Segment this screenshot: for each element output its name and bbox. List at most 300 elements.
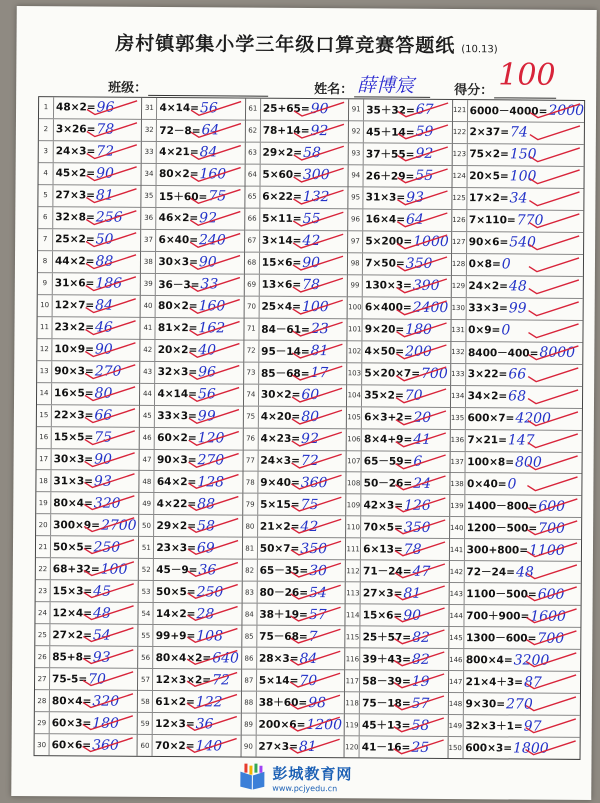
handwritten-answer: 55 bbox=[302, 211, 321, 228]
question-text: 6000－4000= bbox=[469, 105, 548, 118]
handwritten-answer: 84 bbox=[199, 144, 218, 161]
handwritten-answer: 60 bbox=[301, 387, 320, 404]
handwritten-answer: 122 bbox=[195, 693, 223, 711]
check-mark-icon bbox=[290, 430, 344, 446]
question-text: 13×6= bbox=[261, 278, 302, 292]
handwritten-answer: 58 bbox=[197, 518, 215, 535]
handwritten-answer: 24 bbox=[413, 475, 432, 492]
question-cell bbox=[261, 121, 349, 143]
question-number: 3 bbox=[39, 141, 54, 162]
question-row bbox=[346, 539, 449, 562]
question-column bbox=[345, 99, 453, 758]
check-mark-icon bbox=[84, 297, 138, 313]
handwritten-answer: 90 bbox=[198, 254, 217, 271]
question-cell bbox=[257, 604, 345, 626]
question-row bbox=[35, 602, 138, 625]
question-text: 65－35= bbox=[259, 565, 309, 578]
question-text: 1100－500= bbox=[466, 588, 537, 601]
question-row bbox=[141, 252, 244, 275]
question-text: 80×4= bbox=[53, 497, 93, 510]
question-row bbox=[449, 583, 581, 606]
question-cell bbox=[155, 471, 243, 493]
question-cell bbox=[258, 494, 346, 516]
handwritten-answer: 70 bbox=[88, 671, 107, 688]
question-row bbox=[345, 649, 448, 672]
handwritten-answer: 92 bbox=[301, 430, 319, 448]
question-row bbox=[141, 296, 244, 319]
question-row bbox=[449, 627, 581, 650]
check-mark-icon bbox=[186, 540, 240, 556]
question-cell bbox=[154, 603, 242, 625]
question-row bbox=[244, 362, 347, 385]
question-text: 90×6= bbox=[468, 236, 509, 249]
handwritten-answer: 81 bbox=[298, 738, 317, 755]
question-text: 85－68= bbox=[260, 367, 310, 380]
question-number: 137 bbox=[450, 452, 465, 473]
check-mark-icon bbox=[393, 475, 447, 491]
question-cell bbox=[362, 473, 450, 495]
question-number: 64 bbox=[245, 164, 260, 185]
handwritten-answer: 240 bbox=[198, 232, 226, 249]
question-row bbox=[35, 624, 138, 647]
handwritten-answer: 87 bbox=[523, 674, 542, 691]
question-number: 49 bbox=[140, 493, 155, 514]
handwritten-answer: 72 bbox=[96, 143, 115, 161]
question-cell bbox=[362, 385, 450, 407]
question-cell bbox=[362, 429, 450, 451]
question-cell bbox=[465, 408, 582, 430]
question-row bbox=[245, 208, 348, 231]
question-number: 22 bbox=[36, 558, 51, 579]
question-number: 43 bbox=[141, 361, 156, 382]
question-text: 75-5= bbox=[52, 672, 88, 686]
check-mark-icon bbox=[185, 627, 239, 643]
question-number: 10 bbox=[38, 295, 53, 316]
question-row bbox=[347, 363, 450, 386]
check-mark-icon bbox=[290, 408, 344, 424]
check-mark-icon bbox=[527, 234, 581, 250]
question-text: 80×2= bbox=[158, 168, 199, 181]
question-cell bbox=[52, 449, 140, 471]
question-number: 92 bbox=[349, 121, 364, 142]
handwritten-answer: 350 bbox=[300, 540, 328, 558]
check-mark-icon bbox=[289, 606, 343, 622]
check-mark-icon bbox=[392, 673, 446, 689]
handwritten-answer: 0 bbox=[501, 256, 511, 273]
question-number: 4 bbox=[39, 163, 54, 184]
question-row bbox=[142, 142, 245, 165]
question-row bbox=[36, 558, 139, 581]
question-cell bbox=[154, 515, 242, 537]
question-number: 52 bbox=[139, 559, 154, 580]
check-mark-icon bbox=[85, 165, 139, 181]
question-number: 24 bbox=[35, 602, 50, 623]
question-text: 41－16= bbox=[361, 741, 411, 754]
question-cell bbox=[361, 627, 449, 649]
question-cell bbox=[260, 252, 348, 274]
question-cell bbox=[154, 625, 242, 647]
question-row bbox=[39, 119, 142, 142]
check-mark-icon bbox=[186, 518, 240, 534]
question-text: 12×3= bbox=[155, 717, 195, 730]
question-number: 133 bbox=[451, 364, 466, 385]
check-mark-icon bbox=[81, 671, 135, 687]
question-cell bbox=[465, 430, 582, 452]
handwritten-answer: 34 bbox=[509, 190, 528, 207]
question-text: 21×2= bbox=[259, 520, 300, 533]
check-mark-icon bbox=[186, 474, 240, 490]
question-text: 90×3= bbox=[54, 365, 94, 378]
question-number: 115 bbox=[346, 627, 361, 648]
handwritten-answer: 270 bbox=[197, 452, 225, 469]
question-text: 6×13= bbox=[363, 543, 403, 556]
check-mark-icon bbox=[85, 121, 139, 137]
question-row bbox=[36, 515, 139, 538]
handwritten-answer: 58 bbox=[303, 145, 321, 162]
question-cell bbox=[466, 276, 583, 298]
handwritten-answer: 80 bbox=[94, 385, 113, 402]
question-cell bbox=[50, 624, 138, 646]
question-cell bbox=[362, 451, 450, 473]
question-text: 24×3= bbox=[55, 145, 96, 158]
question-row bbox=[37, 339, 140, 362]
handwritten-answer: 100 bbox=[100, 561, 128, 578]
question-number: 76 bbox=[243, 428, 258, 449]
question-cell bbox=[53, 251, 141, 273]
question-text: 22×3= bbox=[53, 409, 94, 422]
handwritten-answer: 54 bbox=[92, 627, 111, 644]
check-mark-icon bbox=[84, 363, 138, 379]
question-cell bbox=[257, 670, 345, 692]
question-row bbox=[38, 229, 141, 252]
check-mark-icon bbox=[83, 429, 137, 445]
handwritten-answer: 47 bbox=[412, 563, 431, 580]
question-cell bbox=[465, 474, 582, 496]
handwritten-answer: 128 bbox=[197, 474, 225, 491]
check-mark-icon bbox=[393, 519, 447, 535]
question-cell bbox=[464, 583, 581, 605]
question-row bbox=[138, 713, 241, 736]
question-cell bbox=[362, 363, 450, 385]
question-text: 200×6= bbox=[258, 718, 306, 731]
question-cell bbox=[465, 496, 582, 518]
question-row bbox=[245, 274, 348, 297]
question-number: 35 bbox=[142, 186, 157, 207]
question-row bbox=[450, 495, 582, 518]
handwritten-answer: 78 bbox=[403, 541, 422, 558]
question-cell bbox=[256, 714, 344, 736]
question-text: 27×3= bbox=[55, 189, 95, 202]
question-row bbox=[36, 471, 139, 494]
question-text: 600×7= bbox=[467, 412, 515, 425]
check-mark-icon bbox=[82, 561, 136, 577]
question-row bbox=[140, 427, 243, 450]
handwritten-answer: 100 bbox=[301, 299, 329, 316]
question-row bbox=[138, 735, 241, 757]
question-cell bbox=[258, 472, 346, 494]
question-text: 12×4= bbox=[52, 607, 93, 620]
check-mark-icon bbox=[186, 496, 240, 512]
question-cell bbox=[52, 339, 140, 361]
question-cell bbox=[153, 669, 241, 691]
question-number: 33 bbox=[142, 142, 157, 163]
handwritten-answer: 800 bbox=[514, 454, 542, 471]
question-cell bbox=[51, 537, 139, 559]
question-text: 1200－500= bbox=[466, 522, 538, 536]
question-number: 96 bbox=[348, 209, 363, 230]
question-text: 16×5= bbox=[54, 387, 94, 400]
handwritten-answer: 90 bbox=[302, 255, 321, 272]
question-number: 95 bbox=[349, 187, 364, 208]
question-number: 36 bbox=[142, 208, 157, 229]
question-number: 126 bbox=[452, 210, 467, 231]
question-number: 99 bbox=[348, 275, 363, 296]
question-text: 8×4+9= bbox=[363, 433, 413, 446]
question-row bbox=[138, 669, 241, 692]
question-cell bbox=[157, 142, 245, 164]
question-row bbox=[139, 625, 242, 648]
handwritten-answer: 180 bbox=[405, 321, 433, 339]
check-mark-icon bbox=[291, 343, 345, 359]
question-number: 29 bbox=[35, 712, 50, 733]
check-mark-icon bbox=[392, 563, 446, 579]
question-row bbox=[141, 318, 244, 341]
question-text: 65－59= bbox=[363, 455, 413, 469]
question-row bbox=[38, 185, 141, 208]
question-row bbox=[36, 537, 139, 560]
check-mark-icon bbox=[84, 319, 138, 335]
question-row bbox=[345, 714, 448, 737]
check-mark-icon bbox=[291, 277, 345, 293]
question-text: 12×7= bbox=[54, 299, 95, 312]
question-number: 11 bbox=[37, 317, 52, 338]
check-mark-icon bbox=[394, 343, 448, 359]
question-text: 32×3= bbox=[157, 366, 198, 379]
handwritten-answer: 0 bbox=[507, 476, 517, 493]
question-text: 30×3= bbox=[158, 256, 198, 269]
check-mark-icon bbox=[394, 321, 448, 337]
question-cell bbox=[54, 97, 142, 119]
check-mark-icon bbox=[184, 737, 238, 753]
question-cell bbox=[50, 734, 138, 756]
question-row bbox=[448, 693, 580, 716]
check-mark-icon bbox=[395, 233, 449, 249]
score-label: 得分： bbox=[454, 83, 494, 99]
question-row bbox=[38, 251, 141, 274]
question-number: 59 bbox=[138, 713, 153, 734]
question-row bbox=[142, 164, 245, 187]
question-row bbox=[346, 583, 449, 606]
question-cell bbox=[463, 737, 580, 759]
question-cell bbox=[363, 275, 451, 297]
check-mark-icon bbox=[288, 650, 342, 666]
handwritten-answer: 770 bbox=[516, 212, 544, 229]
question-cell bbox=[468, 100, 585, 122]
question-number: 85 bbox=[242, 626, 257, 647]
question-row bbox=[349, 187, 452, 210]
question-number: 57 bbox=[138, 669, 153, 690]
question-cell bbox=[465, 518, 582, 540]
question-row bbox=[35, 646, 138, 669]
question-text: 20×5= bbox=[469, 170, 509, 183]
question-number: 94 bbox=[349, 165, 364, 186]
check-mark-icon bbox=[82, 649, 136, 665]
question-text: 5×11= bbox=[262, 213, 302, 226]
question-row bbox=[452, 122, 584, 145]
question-number: 42 bbox=[141, 340, 156, 361]
question-row bbox=[243, 494, 346, 517]
question-cell bbox=[156, 362, 244, 384]
check-mark-icon bbox=[85, 209, 139, 225]
handwritten-answer: 250 bbox=[93, 539, 121, 556]
question-row bbox=[39, 163, 142, 186]
question-text: 84－61= bbox=[261, 323, 310, 336]
question-text: 29×2= bbox=[262, 147, 303, 160]
question-number: 60 bbox=[138, 735, 153, 756]
handwritten-answer: 8000 bbox=[539, 344, 576, 362]
question-number: 116 bbox=[345, 649, 360, 670]
question-number: 136 bbox=[450, 430, 465, 451]
handwritten-answer: 97 bbox=[523, 718, 542, 735]
question-cell bbox=[154, 647, 242, 669]
question-text: 6×400= bbox=[364, 301, 412, 314]
check-mark-icon bbox=[524, 740, 578, 756]
handwritten-answer: 64 bbox=[405, 212, 424, 229]
question-cell bbox=[363, 319, 451, 341]
check-mark-icon bbox=[82, 539, 136, 555]
check-mark-icon bbox=[83, 385, 137, 401]
question-cell bbox=[53, 229, 141, 251]
question-row bbox=[242, 692, 345, 715]
question-row bbox=[452, 210, 584, 233]
question-row bbox=[37, 449, 140, 472]
question-row bbox=[450, 517, 582, 540]
question-text: 60×2= bbox=[157, 431, 197, 445]
handwritten-answer: 30 bbox=[309, 562, 328, 579]
question-cell bbox=[466, 298, 583, 320]
question-number: 111 bbox=[346, 539, 361, 560]
handwritten-answer: 75 bbox=[300, 496, 319, 514]
handwritten-answer: 180 bbox=[92, 715, 120, 732]
question-cell bbox=[467, 166, 584, 188]
question-row bbox=[139, 537, 242, 560]
question-number: 106 bbox=[347, 429, 362, 450]
handwritten-answer: 55 bbox=[415, 168, 434, 185]
question-number: 44 bbox=[140, 383, 155, 404]
question-number: 127 bbox=[452, 232, 467, 253]
question-cell bbox=[155, 493, 243, 515]
question-text: 31×3= bbox=[365, 191, 406, 205]
question-number: 108 bbox=[347, 473, 362, 494]
question-cell bbox=[157, 98, 245, 120]
handwritten-answer: 360 bbox=[300, 474, 328, 492]
handwritten-answer: 700 bbox=[537, 630, 565, 647]
question-cell bbox=[467, 232, 584, 254]
question-grid bbox=[34, 96, 586, 760]
check-mark-icon bbox=[291, 321, 345, 337]
check-mark-icon bbox=[82, 517, 136, 533]
question-number: 17 bbox=[37, 449, 52, 470]
question-cell bbox=[362, 407, 450, 429]
check-mark-icon bbox=[291, 299, 345, 315]
question-cell bbox=[54, 119, 142, 141]
check-mark-icon bbox=[524, 630, 578, 646]
check-mark-icon bbox=[527, 256, 581, 272]
handwritten-answer: 600 bbox=[537, 586, 565, 603]
handwritten-answer: 81 bbox=[310, 343, 329, 360]
question-cell bbox=[257, 692, 345, 714]
question-cell bbox=[157, 208, 245, 230]
question-cell bbox=[361, 583, 449, 605]
question-row bbox=[347, 451, 450, 474]
check-mark-icon bbox=[187, 320, 241, 336]
question-cell bbox=[464, 561, 581, 583]
handwritten-answer: 108 bbox=[196, 627, 224, 645]
question-text: 15×6= bbox=[261, 256, 302, 270]
handwritten-answer: 2700 bbox=[100, 517, 137, 534]
question-row bbox=[347, 341, 450, 364]
handwritten-answer: 45 bbox=[93, 583, 112, 600]
question-cell bbox=[155, 406, 243, 428]
question-text: 70×5= bbox=[363, 521, 403, 534]
check-mark-icon bbox=[528, 125, 582, 141]
question-cell bbox=[361, 495, 449, 517]
question-cell bbox=[258, 450, 346, 472]
handwritten-answer: 68 bbox=[508, 388, 527, 405]
question-number: 123 bbox=[452, 144, 467, 165]
check-mark-icon bbox=[290, 365, 344, 381]
question-row bbox=[37, 383, 140, 406]
handwritten-answer: 20 bbox=[413, 409, 432, 426]
question-cell bbox=[464, 671, 581, 693]
check-mark-icon bbox=[395, 146, 449, 162]
question-text: 80－26= bbox=[259, 586, 309, 600]
question-number: 89 bbox=[241, 714, 256, 735]
question-row bbox=[347, 473, 450, 496]
handwritten-answer: 70 bbox=[404, 387, 423, 404]
check-mark-icon bbox=[185, 605, 239, 621]
handwritten-answer: 48 bbox=[515, 564, 534, 581]
handwritten-answer: 162 bbox=[198, 320, 226, 337]
question-number: 105 bbox=[347, 407, 362, 428]
question-row bbox=[451, 386, 583, 409]
check-mark-icon bbox=[526, 432, 580, 448]
question-text: 27×3= bbox=[362, 587, 403, 600]
handwritten-answer: 92 bbox=[310, 123, 329, 140]
question-number: 70 bbox=[244, 296, 259, 317]
question-row bbox=[35, 712, 138, 735]
question-number: 97 bbox=[348, 231, 363, 252]
handwritten-answer: 78 bbox=[96, 121, 115, 139]
question-text: 80×2= bbox=[158, 300, 198, 313]
check-mark-icon bbox=[528, 103, 585, 120]
question-text: 7×21= bbox=[467, 434, 507, 447]
question-row bbox=[346, 517, 449, 540]
question-number: 119 bbox=[345, 714, 360, 735]
handwritten-answer: 70 bbox=[299, 672, 318, 689]
handwritten-answer: 42 bbox=[300, 518, 319, 535]
question-number: 13 bbox=[37, 361, 52, 382]
question-cell bbox=[465, 452, 582, 474]
question-text: 5×200= bbox=[365, 235, 413, 249]
question-text: 130×3= bbox=[364, 279, 412, 292]
question-cell bbox=[155, 427, 243, 449]
check-mark-icon bbox=[392, 651, 446, 667]
question-text: 15×3= bbox=[52, 585, 93, 598]
question-text: 4×22= bbox=[156, 497, 197, 511]
question-number: 41 bbox=[141, 318, 156, 339]
question-cell bbox=[259, 296, 347, 318]
